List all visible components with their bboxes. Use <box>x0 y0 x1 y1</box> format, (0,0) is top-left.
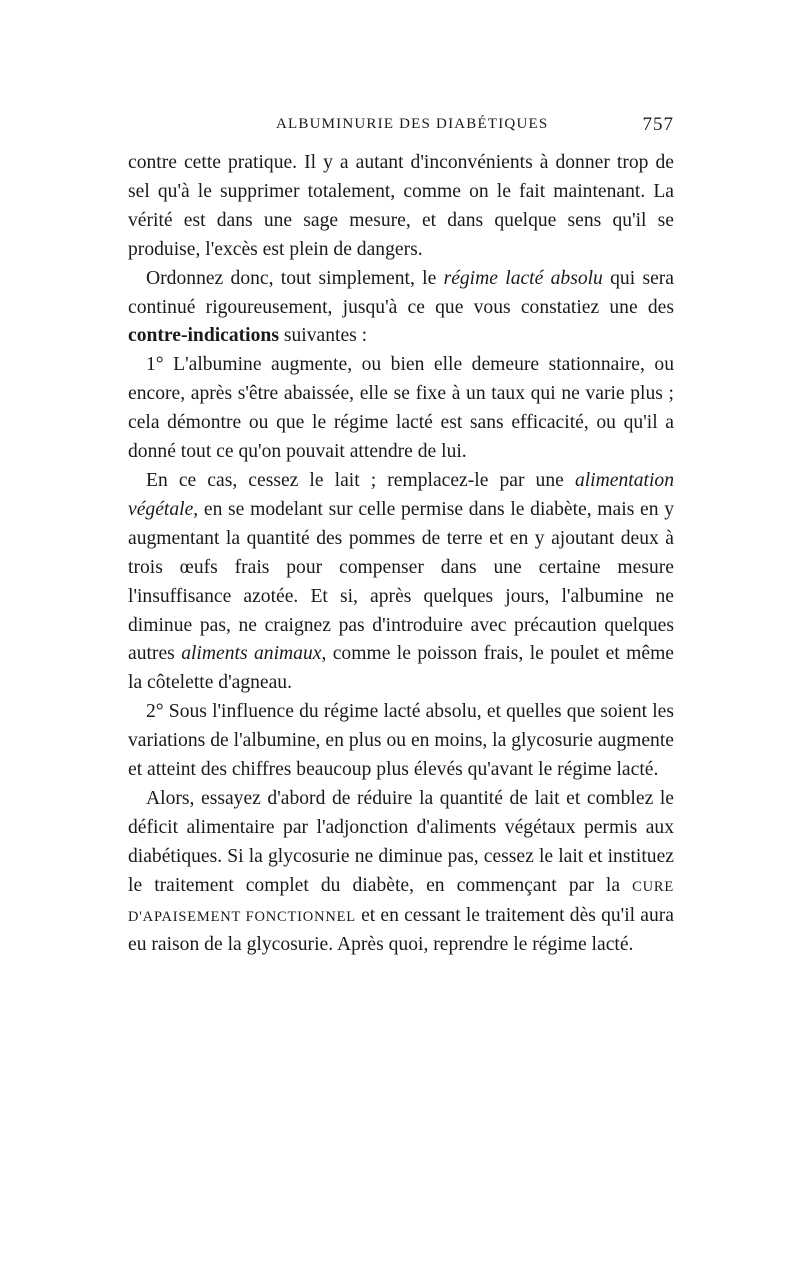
paragraph-4-text-b: , en se modelant sur celle permise dans le diabète, mais en y augmentant la quantité des pommes de terre et en y ajoutant deux à trois œufs frais pour compenser dans une certaine mesure l'insuffisance azotée. Et si, après quelques jours, l'albumine ne diminue pas, ne craignez pas d'introduire avec précaution quelques autres <box>128 498 674 665</box>
paragraph-2-text-b: qui sera continué rigoureusement, jusqu'à ce que vous constatiez une des <box>128 267 674 318</box>
paragraph-4-text-c: , comme le poisson frais, le poulet et même la côtelette d'agneau. <box>128 643 675 694</box>
page-number: 757 <box>642 114 674 135</box>
paragraph-4-italic-1: alimentation végétale <box>128 469 674 520</box>
paragraph-2-text-c: suivantes : <box>278 325 368 347</box>
paragraph-6-smallcaps: CURE D'APAISEMENT FONCTIONNEL <box>128 878 674 925</box>
running-head <box>128 116 674 140</box>
paragraph-2 <box>128 265 674 352</box>
paragraph-3: 1° L'albumine augmente, ou bien elle demeure stationnaire, ou encore, après s'être abaissée, elle se fixe à un taux qui ne varie plus ; cela démontre ou que le régime lacté est sans efficacité, ou qu'il a donné tout ce qu'on pouvait attendre de lui. <box>128 354 674 463</box>
paragraph-4-text-a: En ce cas, cessez le lait ; remplacez-le par une <box>146 469 575 491</box>
paragraph-6-text-a: Alors, essayez d'abord de réduire la quantité de lait et comblez le déficit alimentaire par l'adjonction d'aliments végétaux permis aux diabétiques. Si la glycosurie ne diminue pas, cessez le lait et instituez le traitement complet du diabète, en commençant par la <box>128 787 674 896</box>
paragraph-2-italic: régime lacté absolu <box>443 267 603 289</box>
paragraph-6 <box>128 785 674 960</box>
paragraph-5: 2° Sous l'influence du régime lacté absolu, et quelles que soient les variations de l'albumine, en plus ou en moins, la glycosurie augmente et atteint des chiffres beaucoup plus élevés qu'avant le régime lacté. <box>128 701 674 781</box>
paragraph-4 <box>128 467 674 698</box>
paragraph-2-text-a: Ordonnez donc, tout simplement, le <box>146 267 444 289</box>
paragraph-6-text-b: et en cessant le traitement dès qu'il aura eu raison de la glycosurie. Après quoi, reprendre le régime lacté. <box>128 904 674 956</box>
paragraph-1: contre cette pratique. Il y a autant d'inconvénients à donner trop de sel qu'à le supprimer totalement, comme on le fait maintenant. La vérité est dans une sage mesure, et dans quelque sens qu'il se produise, l'excès est plein de dangers. <box>128 152 674 260</box>
paragraph-4-italic-2: aliments animaux <box>181 643 322 665</box>
body-text <box>128 149 674 960</box>
paragraph-2-bold: contre-indications <box>128 325 279 347</box>
running-title: ALBUMINURIE DES DIABÉTIQUES <box>276 116 549 132</box>
